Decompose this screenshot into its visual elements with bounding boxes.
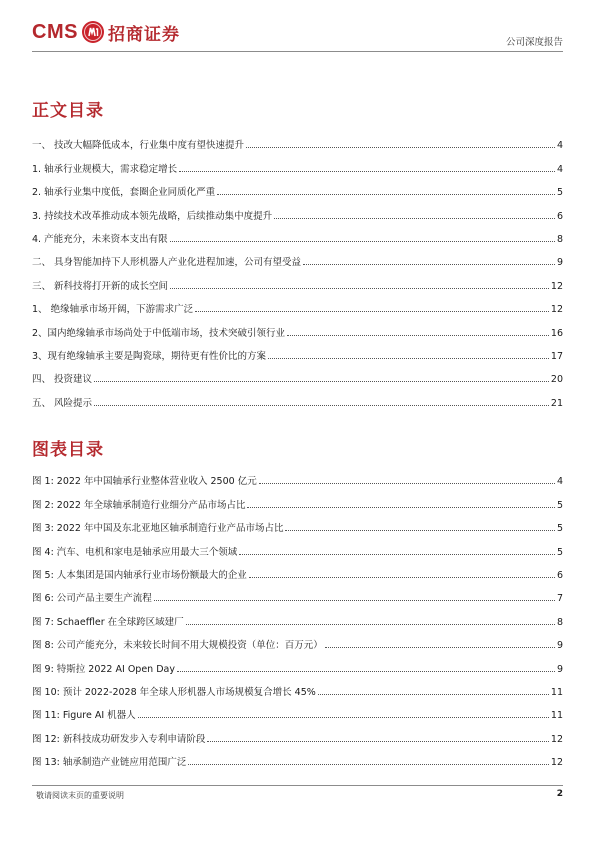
toc-entry[interactable] [32, 198, 563, 221]
toc-entry-page: 5 [556, 187, 563, 199]
dot-leader [188, 764, 549, 765]
toc-entry-page: 12 [550, 304, 563, 316]
figure-entry-title: 图 13: 轴承制造产业链应用范围广泛 [32, 757, 187, 769]
toc-entry-title: 五、 风险提示 [32, 397, 93, 409]
figure-entry[interactable] [32, 487, 563, 510]
figure-entry-page: 6 [556, 569, 563, 581]
figure-entry-page: 9 [556, 663, 563, 675]
figure-entry-page: 5 [556, 523, 563, 535]
figure-entry-title: 图 1: 2022 年中国轴承行业整体营业收入 2500 亿元 [32, 476, 257, 488]
dot-leader [177, 671, 555, 672]
dot-leader [249, 577, 555, 578]
figure-entry[interactable] [32, 534, 563, 557]
toc-entry[interactable] [32, 151, 563, 174]
figure-entry[interactable] [32, 721, 563, 744]
toc-entry-page: 8 [556, 233, 563, 245]
dot-leader [186, 624, 555, 625]
page-number: 2 [556, 789, 563, 799]
toc-entry-page: 9 [556, 257, 563, 269]
toc-entry[interactable] [32, 128, 563, 151]
figure-entry-title: 图 10: 预计 2022-2028 年全球人形机器人市场规模复合增长 45% [32, 686, 316, 698]
figure-entry[interactable] [32, 675, 563, 698]
dot-leader [170, 241, 555, 242]
dot-leader [303, 264, 555, 265]
dot-leader [325, 647, 555, 648]
toc-entry-title: 四、 投资建议 [32, 374, 93, 386]
toc-entry[interactable] [32, 292, 563, 315]
dot-leader [207, 741, 549, 742]
toc-entry-title: 2、国内绝缘轴承市场尚处于中低端市场，技术突破引领行业 [32, 327, 286, 339]
figure-entry-page: 4 [556, 476, 563, 488]
dot-leader [287, 335, 549, 336]
logo-latin: CMS [32, 20, 78, 43]
figure-entry-title: 图 5: 人本集团是国内轴承行业市场份额最大的企业 [32, 569, 247, 581]
toc-entry-title: 1、 绝缘轴承市场开阔，下游需求广泛 [32, 304, 194, 316]
toc-entry-page: 4 [556, 140, 563, 152]
dot-leader [268, 358, 549, 359]
figure-entry[interactable] [32, 628, 563, 651]
figure-entry[interactable] [32, 745, 563, 768]
toc-entry[interactable] [32, 385, 563, 408]
toc-list [32, 128, 563, 409]
toc-entry-page: 4 [556, 163, 563, 175]
figure-entry-title: 图 6: 公司产品主要生产流程 [32, 593, 152, 605]
figure-entry[interactable] [32, 651, 563, 674]
toc-entry-title: 1. 轴承行业规模大，需求稳定增长 [32, 163, 178, 175]
toc-entry-title: 4. 产能充分，未来资本支出有限 [32, 233, 168, 245]
toc-entry[interactable] [32, 339, 563, 362]
dot-leader [179, 171, 555, 172]
figure-entry-page: 5 [556, 546, 563, 558]
toc-entry-page: 21 [550, 397, 563, 409]
dot-leader [246, 147, 555, 148]
footer-disclaimer-note: 敬请阅读末页的重要说明 [36, 791, 124, 800]
toc-entry-page: 16 [550, 327, 563, 339]
dot-leader [274, 218, 555, 219]
toc-entry-title: 三、 新科技将打开新的成长空间 [32, 280, 169, 292]
toc-entry[interactable] [32, 268, 563, 291]
dot-leader [170, 288, 549, 289]
brand-logo [32, 20, 180, 44]
figure-entry-page: 8 [556, 616, 563, 628]
figure-entry-page: 5 [556, 499, 563, 511]
figure-entry-title: 图 3: 2022 年中国及东北亚地区轴承制造行业产品市场占比 [32, 523, 284, 535]
toc-entry-page: 6 [556, 210, 563, 222]
dot-leader [259, 483, 555, 484]
toc-entry[interactable] [32, 362, 563, 385]
figure-entry[interactable] [32, 464, 563, 487]
figure-entry[interactable] [32, 511, 563, 534]
toc-entry-page: 12 [550, 280, 563, 292]
dot-leader [154, 600, 555, 601]
figure-entry-title: 图 7: Schaeffler 在全球跨区域建厂 [32, 616, 184, 628]
figure-entry-page: 9 [556, 640, 563, 652]
page-header [32, 0, 563, 50]
dot-leader [217, 194, 555, 195]
dot-leader [285, 530, 554, 531]
dot-leader [195, 311, 549, 312]
toc-entry[interactable] [32, 245, 563, 268]
report-type: 公司深度报告 [505, 37, 563, 48]
dot-leader [138, 717, 549, 718]
logo-chinese: 招商证券 [107, 24, 180, 45]
footer-divider [32, 785, 563, 786]
figure-entry-title: 图 8: 公司产能充分，未来较长时间不用大规模投资（单位：百万元） [32, 640, 323, 652]
toc-entry[interactable] [32, 175, 563, 198]
logo-emblem-icon [82, 21, 104, 43]
figure-entry[interactable] [32, 698, 563, 721]
figure-entry-page: 11 [550, 686, 563, 698]
toc-title: 正文目录 [32, 101, 104, 121]
figure-entry-page: 11 [550, 710, 563, 722]
figure-entry-title: 图 9: 特斯拉 2022 AI Open Day [32, 663, 175, 675]
toc-entry-title: 3、现有绝缘轴承主要是陶瓷球，期待更有性价比的方案 [32, 350, 267, 362]
toc-entry-title: 一、 技改大幅降低成本，行业集中度有望快速提升 [32, 140, 245, 152]
dot-leader [247, 507, 554, 508]
figure-entry-title: 图 4: 汽车、电机和家电是轴承应用最大三个领域 [32, 546, 238, 558]
toc-entry[interactable] [32, 315, 563, 338]
figure-entry[interactable] [32, 604, 563, 627]
toc-entry-page: 17 [550, 350, 563, 362]
dot-leader [94, 381, 549, 382]
figure-entry-page: 7 [556, 593, 563, 605]
figure-entry-title: 图 2: 2022 年全球轴承制造行业细分产品市场占比 [32, 499, 246, 511]
toc-entry-title: 二、 具身智能加持下人形机器人产业化进程加速，公司有望受益 [32, 257, 302, 269]
toc-entry-title: 2. 轴承行业集中度低，套圈企业同质化严重 [32, 187, 216, 199]
figure-entry-title: 图 12: 新科技成功研发步入专利申请阶段 [32, 733, 206, 745]
figure-entry-page: 12 [550, 733, 563, 745]
dot-leader [239, 554, 555, 555]
toc-entry-title: 3. 持续技术改革推动成本领先战略，后续推动集中度提升 [32, 210, 273, 222]
figure-entry-page: 12 [550, 757, 563, 769]
figure-entry[interactable] [32, 558, 563, 581]
figures-title: 图表目录 [32, 440, 104, 460]
figure-entry[interactable] [32, 581, 563, 604]
dot-leader [94, 405, 549, 406]
figures-list [32, 464, 563, 768]
figure-entry-title: 图 11: Figure AI 机器人 [32, 710, 136, 722]
dot-leader [318, 694, 549, 695]
header-divider [32, 51, 563, 52]
toc-entry[interactable] [32, 222, 563, 245]
toc-entry-page: 20 [550, 374, 563, 386]
